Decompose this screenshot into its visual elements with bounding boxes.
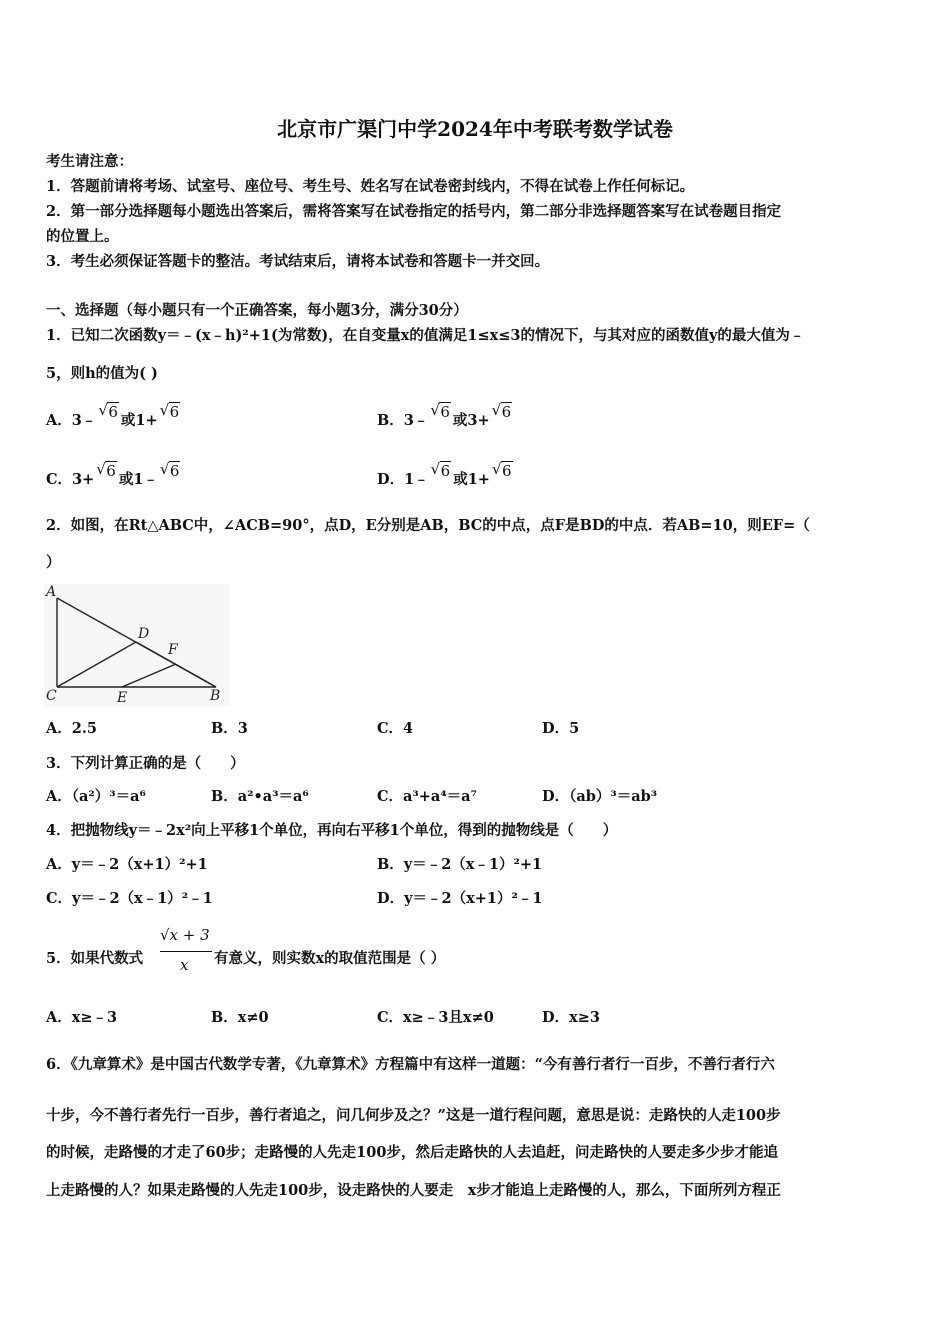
q5-stem-prefix: 5．如果代数式 [46, 950, 144, 967]
option-text: A．3﹣ [46, 412, 97, 429]
q1-stem-line: 1．已知二次函数y＝﹣(x﹣h)²+1(为常数)，在自变量x的值满足1≤x≤3的情况下，与其对应的函数值y的最大值为﹣ [46, 327, 805, 344]
sqrt-symbol: √ 6 [96, 461, 117, 481]
q1-option-a[interactable] [46, 403, 182, 431]
q5-stem-suffix: 有意义，则实数x的取值范围是（ ） [214, 950, 446, 967]
notice-heading: 考生请注意： [46, 153, 133, 170]
option-text: D．1﹣ [377, 471, 429, 488]
fraction-bar [160, 951, 212, 952]
q4-stem: 4．把抛物线y＝﹣2x²向上平移1个单位，再向右平移1个单位，得到的抛物线是（ ） [46, 822, 618, 839]
q3-option-b[interactable]: B．a²•a³＝a⁶ [211, 788, 309, 805]
page-title: 北京市广渠门中学2024年中考联考数学试卷 [277, 117, 673, 141]
notice-item: 3．考生必须保证答题卡的整洁。考试结束后，请将本试卷和答题卡一并交回。 [46, 253, 550, 270]
q5-option-d[interactable]: D．x≥3 [542, 1009, 600, 1026]
q3-option-a[interactable]: A．（a²）³＝a⁶ [46, 788, 146, 805]
q3-option-d[interactable]: D．（ab）³＝ab³ [542, 788, 658, 805]
label-a: A [46, 584, 57, 600]
q2-stem-line: 2．如图，在Rt△ABC中，∠ACB=90°，点D，E分别是AB，BC的中点，点F是BD的中点．若AB=10，则EF=（ [46, 517, 810, 534]
sqrt-symbol: √ 6 [431, 461, 452, 481]
label-d: D [138, 626, 150, 642]
q4-option-a[interactable]: A．y＝﹣2（x+1）²+1 [46, 856, 208, 873]
triangle-figure [44, 584, 230, 706]
q5-fraction [158, 926, 214, 978]
q5-option-a[interactable]: A．x≥﹣3 [46, 1009, 118, 1026]
label-e: E [117, 690, 128, 706]
q2-stem-line: ） [46, 554, 61, 571]
q1-option-c[interactable] [46, 462, 182, 490]
q4-option-d[interactable]: D．y＝﹣2（x+1）²﹣1 [377, 890, 543, 907]
q1-option-b[interactable] [377, 403, 514, 431]
option-text: 或1+ [453, 471, 490, 488]
q6-stem-line: 上走路慢的人？如果走路慢的人先走100步，设走路快的人要走 x步才能追上走路慢的人，那么，下面所列方程正 [46, 1182, 781, 1199]
option-text: 或1﹣ [118, 471, 158, 488]
option-text: 或1+ [120, 412, 158, 429]
q1-stem-line: 5，则h的值为( ) [46, 365, 158, 382]
fraction-numerator: √x + 3 [160, 926, 210, 944]
option-text: B．3﹣ [377, 412, 429, 429]
option-text: 或3+ [452, 412, 490, 429]
q4-option-b[interactable]: B．y＝﹣2（x﹣1）²+1 [377, 856, 543, 873]
sqrt-symbol: √ 6 [160, 402, 181, 422]
q5-option-b[interactable]: B．x≠0 [211, 1009, 269, 1026]
q2-option-b[interactable]: B．3 [211, 720, 248, 737]
fraction-denominator: x [180, 956, 189, 974]
q3-option-c[interactable]: C．a³+a⁴＝a⁷ [377, 788, 477, 805]
label-c: C [46, 688, 57, 704]
q2-option-c[interactable]: C．4 [377, 720, 414, 737]
notice-item: 的位置上。 [46, 228, 119, 245]
option-text: C．3+ [46, 471, 95, 488]
sqrt-symbol: √ 6 [492, 461, 513, 481]
q1-option-d[interactable] [377, 462, 515, 490]
sqrt-symbol: √ 6 [492, 402, 513, 422]
q6-stem-line: 的时候，走路慢的才走了60步；走路慢的人先走100步，然后走路快的人去追赶，问走路快的人要走多少步才能追 [46, 1144, 778, 1161]
sqrt-symbol: √ 6 [430, 402, 451, 422]
notice-item: 1．答题前请将考场、试室号、座位号、考生号、姓名写在试卷密封线内，不得在试卷上作任何标记。 [46, 178, 695, 195]
notice-item: 2．第一部分选择题每小题选出答案后，需将答案写在试卷指定的括号内，第二部分非选择题答案写在试卷题目指定 [46, 203, 782, 220]
q6-stem-line: 十步，今不善行者先行一百步，善行者追之，问几何步及之？”这是一道行程问题，意思是说：走路快的人走100步 [46, 1107, 781, 1124]
q3-stem: 3．下列计算正确的是（ ） [46, 755, 245, 772]
q2-option-d[interactable]: D．5 [542, 720, 580, 737]
sqrt-symbol: √ 6 [98, 402, 119, 422]
q6-stem-line: 6．《九章算术》是中国古代数学专著，《九章算术》方程篇中有这样一道题：“今有善行者行一百步，不善行者行六 [46, 1056, 775, 1073]
sqrt-symbol: √ 6 [160, 461, 181, 481]
q4-option-c[interactable]: C．y＝﹣2（x﹣1）²﹣1 [46, 890, 213, 907]
label-b: B [210, 688, 221, 704]
label-f: F [168, 642, 178, 658]
section-heading: 一、选择题（每小题只有一个正确答案，每小题3分，满分30分） [46, 302, 468, 319]
q5-option-c[interactable]: C．x≥﹣3且x≠0 [377, 1009, 494, 1026]
q2-option-a[interactable]: A．2.5 [46, 720, 97, 737]
